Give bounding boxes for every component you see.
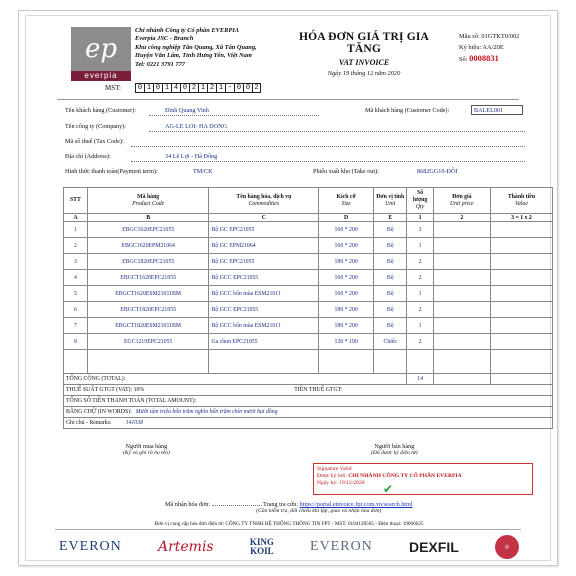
cell-empty xyxy=(490,302,552,318)
column-code: D xyxy=(319,214,374,222)
tax-code-label: Mã số thuế (Tax Code): xyxy=(65,138,124,145)
brand-logos xyxy=(59,533,519,561)
brand-dexfil: DEXFIL xyxy=(408,539,459,555)
cell-name: Bộ GCC EPC21055 xyxy=(209,302,319,318)
form-number: Mẫu số: 01GTKT0/002 xyxy=(459,33,520,40)
invoice-serial-block xyxy=(459,31,519,65)
cell-empty xyxy=(490,286,552,302)
signed-by-value: CHI NHÁNH CÔNG TY CỔ PHẦN EVERPIA xyxy=(348,473,462,479)
payment-row xyxy=(65,168,213,175)
cell-qty: 2 xyxy=(407,270,433,286)
table-header-row xyxy=(64,188,553,214)
lookup-row xyxy=(165,501,413,514)
cell-empty xyxy=(433,270,490,286)
invoice-page xyxy=(18,10,558,566)
table-code-row xyxy=(64,214,553,222)
payment-value: TM/CK xyxy=(193,168,213,175)
mst-digit: 2 xyxy=(252,83,261,93)
mst-digit: 0 xyxy=(243,83,252,93)
column-header-en: Value xyxy=(515,200,528,207)
mst-digit: 1 xyxy=(198,83,207,93)
seller-phone: Tel: 0221 3791 777 xyxy=(135,60,185,68)
cell-empty xyxy=(490,238,552,254)
customer-code-row xyxy=(365,107,449,114)
provider-line: Đơn vị cung cấp hóa đơn điện tử: CÔNG TY TNHH HỆ THỐNG THÔNG TIN FPT - MST: 0104128565 - Điện thoại: 19006625 xyxy=(154,521,424,527)
cell-name: Bộ GCC EPC21055 xyxy=(209,270,319,286)
cell-name: Bộ GCC bốn mùa ESM21011 xyxy=(209,318,319,334)
cell-empty xyxy=(433,302,490,318)
cell-unit: Chiếc xyxy=(374,334,407,350)
cell-size: 160 * 200 xyxy=(319,270,374,286)
buyer-label: Người mua hàng xyxy=(125,443,168,450)
payment-label: Hình thức thanh toán(Payment term): xyxy=(65,168,158,175)
column-code: A xyxy=(64,214,88,222)
cell-unit: Bộ xyxy=(374,318,407,334)
cell-code: EBGC1620EPM21064 xyxy=(87,238,209,254)
column-header-en: Unit price xyxy=(449,200,474,207)
vat-rate-label: THUẾ SUẤT GTGT (VAT): 10% xyxy=(66,387,145,393)
total-qty: 14 xyxy=(407,374,433,385)
column-code: 1 xyxy=(407,214,433,222)
seller-company-block xyxy=(135,27,257,69)
cell-empty xyxy=(407,350,433,374)
takeout-label: Phiếu xuất kho (Take out): xyxy=(313,168,379,175)
mst-digit: 1 xyxy=(144,83,153,93)
address-dotline xyxy=(131,161,525,162)
company-label: Tên công ty (Company): xyxy=(65,123,127,130)
seller-name-vi: Chi nhánh Công ty Cổ phần EVERPIA xyxy=(135,27,240,34)
table-row xyxy=(64,334,553,350)
column-header xyxy=(64,188,88,214)
summary-cell xyxy=(64,385,553,396)
cell-stt: 2 xyxy=(64,238,88,254)
customer-code-value: BALEL001 xyxy=(471,105,523,115)
mst-digit-boxes xyxy=(135,83,261,93)
column-header-vi: Đơn giá xyxy=(452,193,472,200)
table-row xyxy=(64,254,553,270)
seller-tax-code xyxy=(105,83,261,93)
customer-label: Tên khách hàng (Customer): xyxy=(65,107,136,114)
cell-code: EBGCT1620ESM21011BM xyxy=(87,286,209,302)
mst-digit: 2 xyxy=(207,83,216,93)
cell-empty xyxy=(319,350,374,374)
column-header-vi: Kích cỡ xyxy=(336,193,356,200)
company-value: AG-LE LOI- HA DONG xyxy=(165,123,228,130)
column-header-vi: Đơn vị tính xyxy=(376,193,405,200)
cell-empty xyxy=(490,222,552,238)
column-code: 3 = 1 x 2 xyxy=(490,214,552,222)
buyer-signature xyxy=(123,443,170,456)
mst-digit: 0 xyxy=(180,83,189,93)
cell-empty xyxy=(490,350,552,374)
cell-qty: 2 xyxy=(407,334,433,350)
lookup-code-label: Mã nhận hóa đơn: xyxy=(165,501,211,508)
column-code: C xyxy=(209,214,319,222)
lookup-site-label: Trang tra cứu: xyxy=(263,501,299,508)
summary-cell xyxy=(64,396,553,407)
cell-empty xyxy=(490,318,552,334)
mst-digit: 0 xyxy=(153,83,162,93)
invoice-title-block xyxy=(289,31,439,77)
table-row xyxy=(64,238,553,254)
cell-size: 180 * 200 xyxy=(319,302,374,318)
cell-code: EBGC1620EPC21055 xyxy=(87,222,209,238)
words-label: BẰNG CHỮ (IN WORDS): xyxy=(66,409,132,415)
table-row xyxy=(64,302,553,318)
column-header xyxy=(87,188,209,214)
cell-code: EBGCT1620EPC21055 xyxy=(87,270,209,286)
cell-code: EBGC1820EPC21055 xyxy=(87,254,209,270)
brand-everon: EVERON xyxy=(59,539,122,554)
column-header-vi: Số lượng xyxy=(412,190,428,203)
table-row xyxy=(64,318,553,334)
invoice-title: HÓA ĐƠN GIÁ TRỊ GIA TĂNG xyxy=(298,31,430,55)
cell-name: Bộ GC EPC21055 xyxy=(209,254,319,270)
cell-empty xyxy=(87,350,209,374)
address-value: 34 Lê Lợi - Hà Đông xyxy=(165,153,218,160)
column-header xyxy=(407,188,433,214)
notes-label: Ghi chú - Remarks: xyxy=(66,420,112,426)
logo-mark: ep xyxy=(71,27,131,71)
column-header-en: Qty xyxy=(415,204,425,210)
column-header-vi: Mã hàng xyxy=(137,193,160,200)
seller-address-1: Khu công nghiệp Tân Quang, Xã Tân Quang, xyxy=(135,43,257,51)
cell-empty xyxy=(433,318,490,334)
lookup-note: (Cần kiểm tra, đối chiếu khi lập, giao và nhận hóa đơn) xyxy=(256,508,382,514)
everpia-logo xyxy=(71,27,131,81)
takeout-row xyxy=(313,168,458,175)
tax-code-dotline xyxy=(131,146,525,147)
vat-amount-label: TIỀN THUẾ GTGT: xyxy=(294,387,343,393)
summary-row xyxy=(64,396,553,407)
column-header-en: Commodities xyxy=(248,200,280,207)
customer-code-label: Mã khách hàng (Customer Code): xyxy=(365,107,450,114)
table-row xyxy=(64,286,553,302)
invoice-number: 0008831 xyxy=(469,53,499,63)
invoice-date: Ngày 19 tháng 12 năm 2020 xyxy=(327,70,401,77)
customer-row xyxy=(65,107,209,114)
cell-stt: 4 xyxy=(64,270,88,286)
words-value: Mười tám triệu bốn trăm nghìn bốn trăm chín mươi hai đồng xyxy=(135,409,278,415)
column-header xyxy=(490,188,552,214)
buyer-sub-label: (Ký và ghi rõ họ tên) xyxy=(123,450,170,456)
cell-name: Bộ GCC bốn mùa ESM21011 xyxy=(209,286,319,302)
mst-digit: 4 xyxy=(171,83,180,93)
cell-size: 180 * 200 xyxy=(319,318,374,334)
column-header-en: Product Code xyxy=(132,200,165,207)
column-header xyxy=(433,188,490,214)
cell-empty xyxy=(374,350,407,374)
table-empty-row xyxy=(64,350,553,374)
cell-size: 120 * 190 xyxy=(319,334,374,350)
seller-name-en: Everpia JSC - Branch xyxy=(135,35,194,43)
company-dotline xyxy=(149,131,525,132)
summary-cell xyxy=(64,407,553,418)
digital-signature-box xyxy=(313,463,533,495)
cell-empty xyxy=(490,254,552,270)
cell-stt: 3 xyxy=(64,254,88,270)
brand-artemis: Artemis xyxy=(157,539,214,555)
seller-signature xyxy=(371,443,418,456)
tax-code-row xyxy=(65,138,124,145)
cell-stt: 5 xyxy=(64,286,88,302)
cell-empty xyxy=(433,254,490,270)
total-label: TỔNG CỘNG (TOTAL): xyxy=(64,374,407,385)
column-header-vi: Tên hàng hóa, dịch vụ xyxy=(236,193,292,200)
address-label: Địa chỉ (Address): xyxy=(65,153,111,160)
cell-name: Ga chun EPC21055 xyxy=(209,334,319,350)
cell-size: 180 * 200 xyxy=(319,254,374,270)
cell-stt: 6 xyxy=(64,302,88,318)
mst-digit: - xyxy=(225,83,234,93)
brand-king: KING xyxy=(249,537,274,547)
cell-empty xyxy=(64,350,88,374)
invoice-subtitle: VAT INVOICE xyxy=(338,58,390,67)
signature-valid: Signature Valid xyxy=(317,466,352,472)
mst-digit: 0 xyxy=(234,83,243,93)
column-header-en: Size xyxy=(341,200,351,207)
column-code: B xyxy=(87,214,209,222)
cell-qty: 1 xyxy=(407,318,433,334)
mst-digit: 1 xyxy=(162,83,171,93)
summary-cell xyxy=(64,418,553,429)
column-header-en: Unit xyxy=(385,200,396,207)
column-header-vi: STT xyxy=(69,197,81,203)
mst-digit: 0 xyxy=(135,83,144,93)
cell-unit: Bộ xyxy=(374,254,407,270)
cell-size: 160 * 200 xyxy=(319,222,374,238)
mst-digit: 2 xyxy=(189,83,198,93)
cell-unit: Bộ xyxy=(374,302,407,318)
cell-unit: Bộ xyxy=(374,286,407,302)
cell-empty xyxy=(433,222,490,238)
invoice-number-label: Số: xyxy=(459,56,468,63)
cell-stt: 7 xyxy=(64,318,88,334)
invoice-symbol: Ký hiệu: AA/20E xyxy=(459,44,504,51)
brand-seal-icon: ◎ xyxy=(495,535,519,559)
table-row xyxy=(64,222,553,238)
cell-empty xyxy=(433,286,490,302)
cell-empty xyxy=(490,334,552,350)
cell-empty xyxy=(490,270,552,286)
summary-row xyxy=(64,407,553,418)
items-table xyxy=(63,187,553,429)
cell-empty xyxy=(209,350,319,374)
brand-koil: KOIL xyxy=(250,546,274,556)
table-row xyxy=(64,270,553,286)
address-row xyxy=(65,153,218,160)
seller-label: Người bán hàng xyxy=(374,443,415,450)
mst-digit: 1 xyxy=(216,83,225,93)
cell-code: EBGCT1820ESM21011BM xyxy=(87,318,209,334)
cell-qty: 2 xyxy=(407,254,433,270)
seller-sub-label: (Đã được ký điện tử) xyxy=(371,450,418,456)
cell-qty: 1 xyxy=(407,238,433,254)
cell-stt: 8 xyxy=(64,334,88,350)
column-header-vi: Thành tiền xyxy=(507,193,536,200)
column-code: E xyxy=(374,214,407,222)
cell-qty: 1 xyxy=(407,286,433,302)
column-header xyxy=(209,188,319,214)
cell-unit: Bộ xyxy=(374,222,407,238)
cell-name: Bộ GC EPC21055 xyxy=(209,222,319,238)
header-divider xyxy=(57,99,519,100)
summary-row xyxy=(64,385,553,396)
summary-row xyxy=(64,418,553,429)
customer-value: Đinh Quang Vinh xyxy=(165,107,209,114)
cell-empty xyxy=(433,238,490,254)
seller-address-2: Huyện Văn Lâm, Tỉnh Hưng Yên, Việt Nam xyxy=(135,52,252,60)
signed-date: Ngày ký: 19/12/2020 xyxy=(317,480,365,486)
column-header xyxy=(374,188,407,214)
brand-king-koil xyxy=(250,538,274,556)
cell-size: 160 * 200 xyxy=(319,238,374,254)
total-amount-label: TỔNG SỐ TIỀN THANH TOÁN (TOTAL AMOUNT): xyxy=(66,398,197,404)
column-header xyxy=(319,188,374,214)
customer-dotline xyxy=(149,115,319,116)
cell-empty xyxy=(433,334,490,350)
notes-value: 141038 xyxy=(125,420,143,426)
brand-everon-2: EVERON xyxy=(310,539,373,554)
signed-by-label: Được ký bởi: xyxy=(317,473,347,479)
cell-stt: 1 xyxy=(64,222,88,238)
mst-label: MST: xyxy=(105,84,121,92)
cell-unit: Bộ xyxy=(374,270,407,286)
takeout-value: 8682GG10-ĐÔI xyxy=(417,168,458,175)
cell-size: 160 * 200 xyxy=(319,286,374,302)
column-code: 2 xyxy=(433,214,490,222)
lookup-code-dotline xyxy=(212,505,262,506)
cell-code: EBGCT1820EPC21055 xyxy=(87,302,209,318)
logo-wordmark: everpia xyxy=(71,71,131,81)
cell-qty: 2 xyxy=(407,302,433,318)
cell-qty: 3 xyxy=(407,222,433,238)
cell-name: Bộ GC EPM21064 xyxy=(209,238,319,254)
cell-code: EGC1219EPC21055 xyxy=(87,334,209,350)
footer-divider xyxy=(55,529,521,530)
check-icon: ✔ xyxy=(383,482,394,496)
company-row xyxy=(65,123,228,130)
cell-empty xyxy=(433,350,490,374)
cell-empty xyxy=(433,374,490,385)
lookup-url-link[interactable]: https://portal.einvoice.fpt.com.vn/search.html xyxy=(299,501,413,508)
total-row xyxy=(64,374,553,385)
cell-unit: Bộ xyxy=(374,238,407,254)
cell-empty xyxy=(490,374,552,385)
